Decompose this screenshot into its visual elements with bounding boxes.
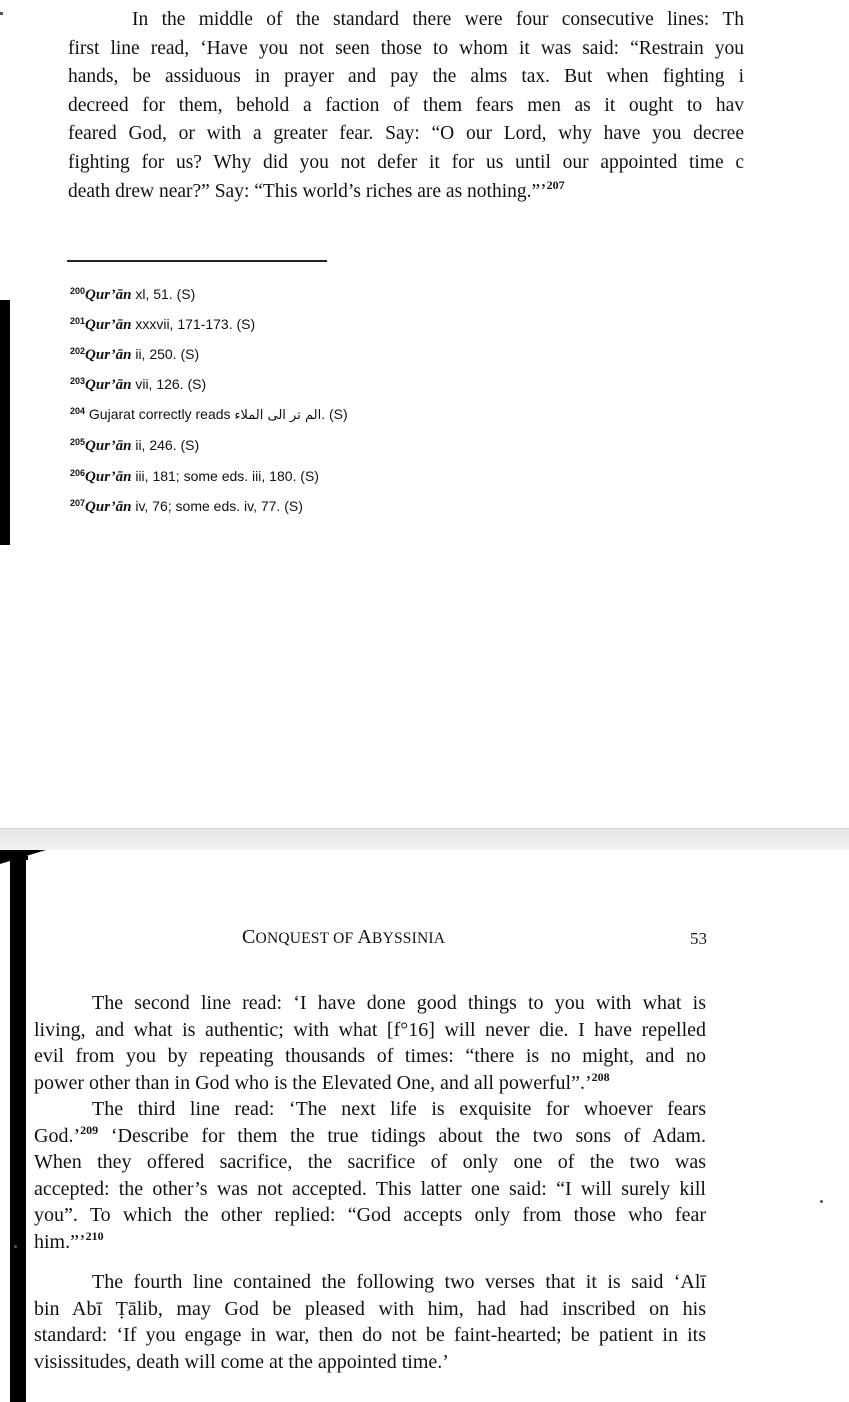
body-line: you”. To which the other replied: “God accepts only from those who fear xyxy=(34,1204,706,1226)
footnote-text: vii, 126. (S) xyxy=(131,376,207,393)
footnote xyxy=(70,490,348,520)
body-text-upper xyxy=(68,6,744,206)
footnote-source: Qur’ān xyxy=(85,377,132,394)
body-line-text: power other than in God who is the Elevated One, and all powerful”.’ xyxy=(34,1071,592,1094)
body-line-text: ‘Describe for them the true tidings about the two sons of Adam. xyxy=(98,1124,706,1147)
body-line-last xyxy=(34,1229,706,1256)
body-line: accepted: the other’s was not accepted. This latter one said: “I will surely kill xyxy=(34,1177,706,1200)
running-head-text: BYSSINIA xyxy=(372,930,446,947)
body-line: standard: ‘If you engage in war, then do not be faint-hearted; be patient in its xyxy=(34,1324,706,1346)
body-line: The second line read: ‘I have done good things to you with what is xyxy=(92,992,706,1014)
body-line: The fourth line contained the following two verses that it is said ‘Alī xyxy=(92,1271,706,1293)
body-line: hands, be assiduous in prayer and pay the alms tax. But when fighting i xyxy=(68,66,744,88)
body-line: The third line read: ‘The next life is exquisite for whoever fears xyxy=(92,1098,706,1120)
body-line: evil from you by repeating thousands of times: “there is no might, and no xyxy=(34,1045,706,1067)
footnote-number: 202 xyxy=(70,346,86,357)
footnote xyxy=(70,368,348,398)
footnote-text: ii, 250. (S) xyxy=(131,346,200,363)
arabic-text: الم تر الى الملاء xyxy=(234,408,322,424)
footnote-text: ii, 246. (S) xyxy=(131,437,200,454)
footnote-number: 205 xyxy=(70,437,86,448)
page-edge-shadow xyxy=(0,300,10,545)
body-line: feared God, or with a greater fear. Say: “O our Lord, why have you decree xyxy=(68,123,744,145)
footnote-text: iv, 76; some eds. iv, 77. (S) xyxy=(131,497,303,514)
body-line: living, and what is authentic; with what [f°16] will never die. I have repelled xyxy=(34,1018,706,1041)
footnote xyxy=(70,429,348,459)
footnote-text: . (S) xyxy=(321,406,348,423)
footnote-source: Qur’ān xyxy=(85,498,132,515)
body-line-text: death drew near?” Say: “This world’s riches are as nothing.”’ xyxy=(68,180,547,202)
footnote-source: Qur’ān xyxy=(85,468,132,485)
footnote-number: 207 xyxy=(70,497,86,508)
footnote-number: 204 xyxy=(70,406,86,417)
page-separator xyxy=(0,828,849,851)
footnote-number: 203 xyxy=(70,376,86,387)
scan-speck xyxy=(820,1200,823,1203)
footnote-text: xl, 51. (S) xyxy=(131,286,196,302)
body-line-last xyxy=(68,178,744,207)
footnote-source: Qur’ān xyxy=(85,317,132,334)
footnote-ref: 210 xyxy=(85,1228,104,1243)
footnote-number: 206 xyxy=(70,467,86,478)
body-line-last xyxy=(34,1070,706,1097)
running-head-text: ONQUEST OF xyxy=(255,930,358,947)
footnote xyxy=(70,460,348,490)
running-head-initial: C xyxy=(242,926,256,948)
footnote-ref: 208 xyxy=(591,1069,610,1084)
body-line: When they offered sacrifice, the sacrifice of only one of the two was xyxy=(34,1151,706,1173)
footnote-source: Qur’ān xyxy=(85,438,132,455)
body-line: fighting for us? Why did you not defer it for us until our appointed time c xyxy=(68,151,744,173)
footnote xyxy=(70,338,348,368)
footnotes xyxy=(70,278,348,520)
footnote-number: 201 xyxy=(70,316,86,327)
footnote-ref: 207 xyxy=(546,177,565,192)
footnote-text: iii, 181; some eds. iii, 180. (S) xyxy=(131,467,319,484)
body-text-lower xyxy=(34,990,706,1375)
footnote xyxy=(70,398,348,429)
paragraph-gap xyxy=(34,1255,706,1269)
body-line: decreed for them, behold a faction of them fears men as it ought to hav xyxy=(68,94,744,116)
body-line: bin Abī Ṭālib, may God be pleased with him, had had inscribed on his xyxy=(34,1297,706,1320)
scan-speck xyxy=(14,1245,17,1248)
footnote-number: 200 xyxy=(70,286,86,296)
edge-mark xyxy=(0,12,3,15)
page-lower xyxy=(0,850,849,1402)
footnote-text: xxxvii, 171-173. (S) xyxy=(131,316,256,333)
body-line xyxy=(34,1123,706,1150)
page-edge-gap xyxy=(26,860,32,1402)
body-line: visissitudes, death will come at the appointed time.’ xyxy=(34,1350,449,1373)
running-head xyxy=(242,926,445,949)
running-head-initial: A xyxy=(357,926,373,948)
footnote-rule xyxy=(67,260,327,262)
footnote-ref: 209 xyxy=(80,1122,99,1137)
footnote-source: Qur’ān xyxy=(85,347,132,364)
footnote xyxy=(70,308,348,338)
footnote-source: Qur’ān xyxy=(85,287,132,303)
page-number: 53 xyxy=(690,929,707,948)
body-line-text: him.”’ xyxy=(34,1230,86,1253)
footnote xyxy=(70,278,348,308)
footnote-text: Gujarat correctly reads xyxy=(85,406,235,423)
body-line: first line read, ‘Have you not seen those to whom it was said: “Restrain you xyxy=(68,37,744,59)
body-line: In the middle of the standard there were four consecutive lines: Th xyxy=(132,9,744,30)
body-line-text: God.’ xyxy=(34,1124,81,1147)
